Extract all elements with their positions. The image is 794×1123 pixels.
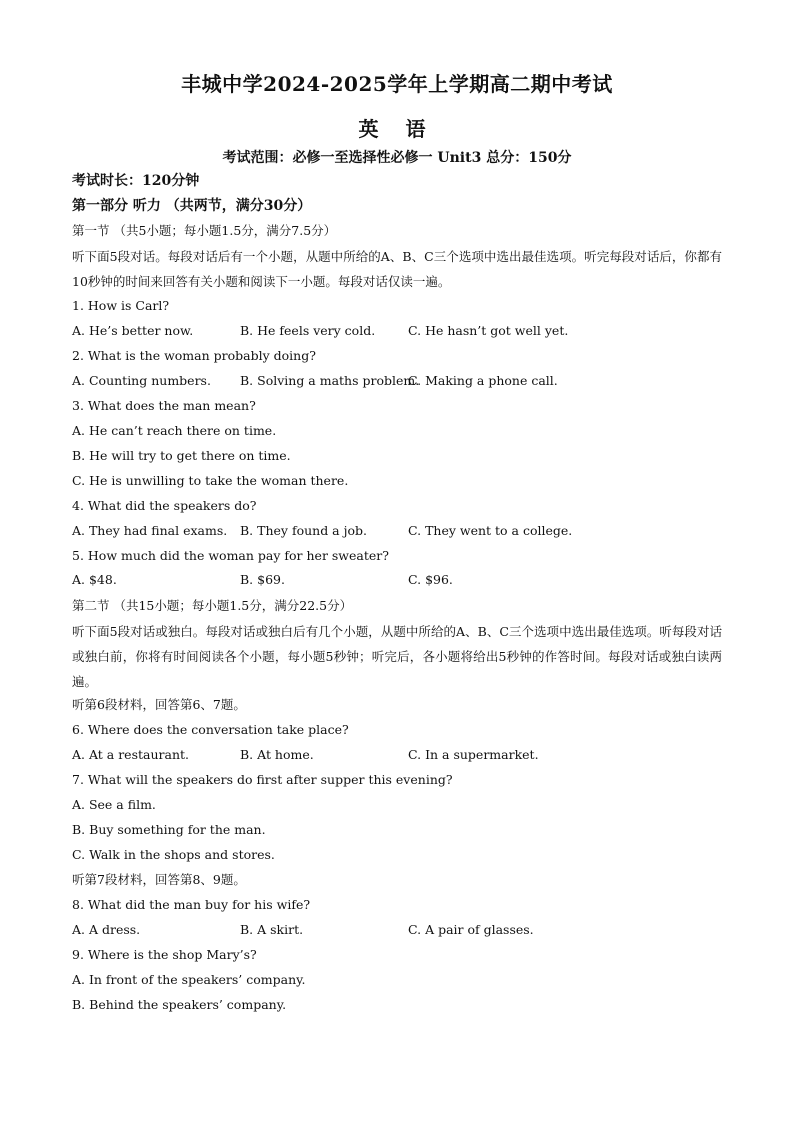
- material-6-label: 听第6段材料，回答第6、7题。: [72, 697, 246, 712]
- q7-option-c: C. Walk in the shops and stores.: [72, 847, 275, 862]
- q4-option-b: B. They found a job.: [240, 523, 367, 538]
- question-6: 6. Where does the conversation take place?: [72, 722, 349, 737]
- q8-option-c: C. A pair of glasses.: [408, 922, 534, 937]
- q2-option-c: C. Making a phone call.: [408, 373, 558, 388]
- q8-option-a: A. A dress.: [72, 922, 141, 937]
- q4-option-a: A. They had final exams.: [72, 523, 228, 538]
- q9-option-b: B. Behind the speakers’ company.: [72, 997, 287, 1012]
- question-8: 8. What did the man buy for his wife?: [72, 897, 311, 912]
- exam-duration: 考试时长：120分钟: [72, 173, 200, 189]
- q7-option-a: A. See a film.: [72, 797, 156, 812]
- q3-option-c: C. He is unwilling to take the woman there.: [72, 473, 349, 488]
- q9-option-a: A. In front of the speakers’ company.: [72, 972, 306, 987]
- question-5: 5. How much did the woman pay for her sweater?: [72, 548, 389, 563]
- q3-option-b: B. He will try to get there on time.: [72, 448, 291, 463]
- material-7-label: 听第7段材料，回答第8、9题。: [72, 872, 246, 887]
- q5-option-c: C. $96.: [408, 572, 453, 587]
- q6-option-c: C. In a supermarket.: [408, 747, 539, 762]
- section1-title: 第一节 （共5小题；每小题1.5分，满分7.5分）: [72, 223, 337, 238]
- q8-option-b: B. A skirt.: [240, 922, 304, 937]
- section2-instructions: 听下面5段对话或独白。每段对话或独白后有几个小题，从题中所给的A、B、C三个选项中选出最佳选项。听每段对话或独白前，你将有时间阅读各个小题，每小题5秒钟；听完后，各小题将给出5秒钟的作答时间。每段对话或独白读两遍。: [72, 624, 722, 689]
- exam-scope: 考试范围：必修一至选择性必修一 Unit3 总分：150分: [222, 150, 572, 166]
- exam-title: 丰城中学2024-2025学年上学期高二期中考试: [181, 72, 613, 96]
- q1-option-b: B. He feels very cold.: [240, 323, 376, 338]
- q3-option-a: A. He can’t reach there on time.: [72, 423, 277, 438]
- part1-title: 第一部分 听力 （共两节，满分30分）: [72, 198, 312, 214]
- q1-option-c: C. He hasn’t got well yet.: [408, 323, 569, 338]
- question-1: 1. How is Carl?: [72, 298, 170, 313]
- q1-option-a: A. He’s better now.: [72, 323, 194, 338]
- section1-instructions: 听下面5段对话。每段对话后有一个小题，从题中所给的A、B、C三个选项中选出最佳选项。听完每段对话后，你都有10秒钟的时间来回答有关小题和阅读下一小题。每段对话仅读一遍。: [72, 249, 722, 289]
- question-9: 9. Where is the shop Mary’s?: [72, 947, 257, 962]
- subject-title: 英 语: [358, 117, 436, 141]
- q6-option-a: A. At a restaurant.: [72, 747, 189, 762]
- q5-option-b: B. $69.: [240, 572, 285, 587]
- question-2: 2. What is the woman probably doing?: [72, 348, 316, 363]
- q5-option-a: A. $48.: [72, 572, 117, 587]
- q2-option-a: A. Counting numbers.: [72, 373, 211, 388]
- section2-title: 第二节 （共15小题；每小题1.5分，满分22.5分）: [72, 598, 353, 613]
- q6-option-b: B. At home.: [240, 747, 314, 762]
- q2-option-b: B. Solving a maths problem.: [240, 373, 420, 388]
- q7-option-b: B. Buy something for the man.: [72, 822, 266, 837]
- question-3: 3. What does the man mean?: [72, 398, 256, 413]
- question-4: 4. What did the speakers do?: [72, 498, 257, 513]
- question-7: 7. What will the speakers do first after supper this evening?: [72, 772, 453, 787]
- q4-option-c: C. They went to a college.: [408, 523, 573, 538]
